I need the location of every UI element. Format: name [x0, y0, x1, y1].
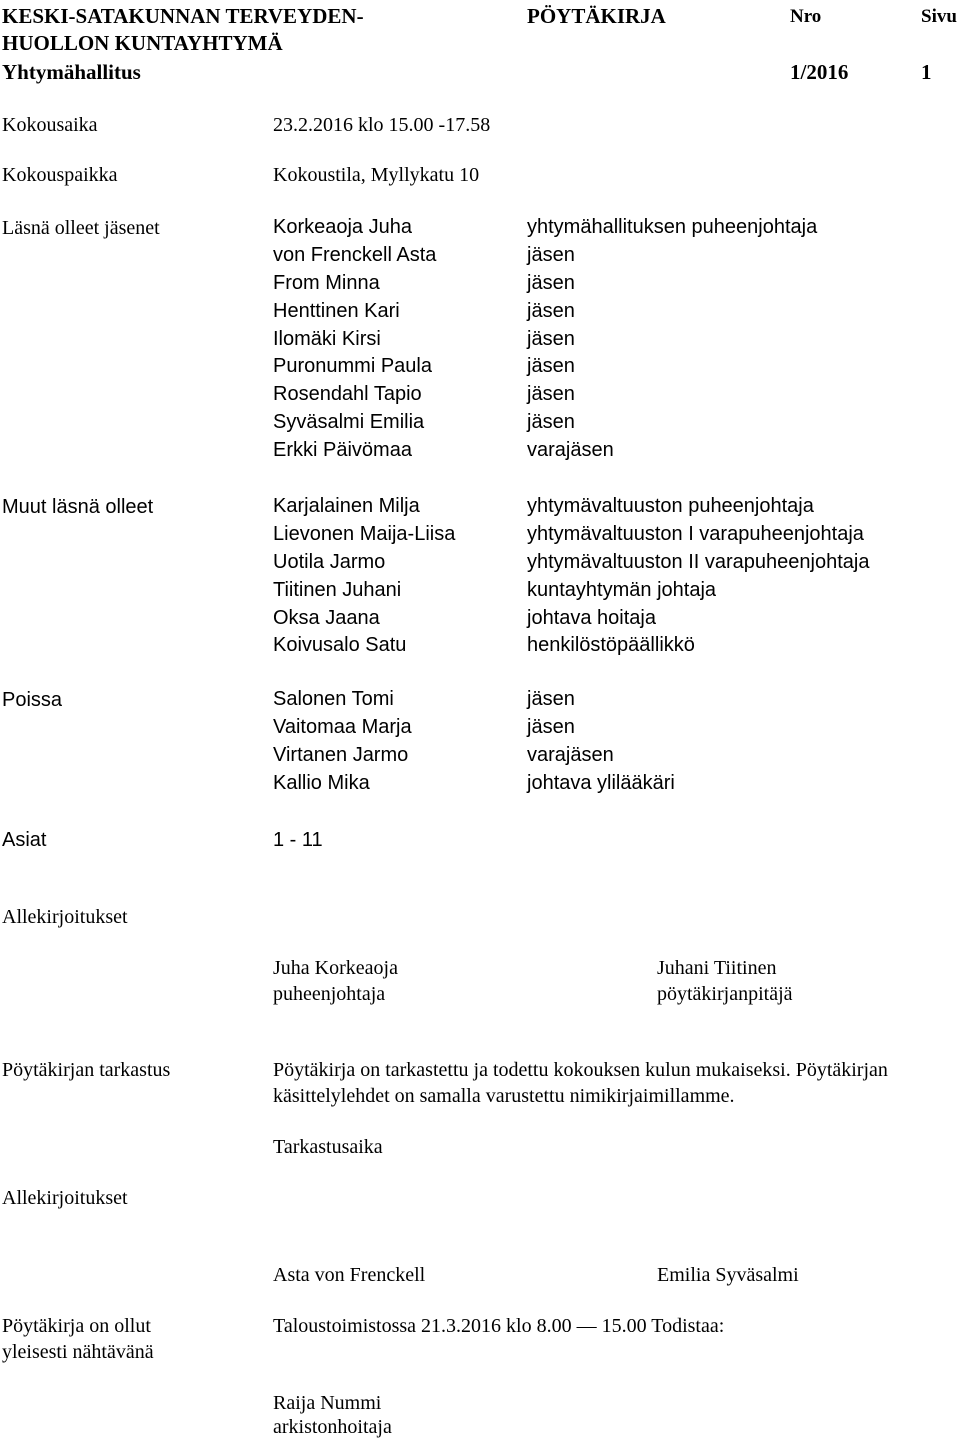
absent-name: Kallio Mika: [273, 771, 370, 794]
member-role: yhtymähallituksen puheenjohtaja: [527, 216, 818, 238]
member-name: Syväsalmi Emilia: [273, 411, 425, 434]
items-value: 1 - 11: [273, 829, 323, 851]
person-name: Lievonen Maija-Liisa: [273, 522, 456, 545]
signature-left-name: Juha Korkeaoja: [273, 957, 398, 979]
member-role: varajäsen: [527, 439, 614, 462]
absent-name: Vaitomaa Marja: [273, 715, 412, 738]
public-display-label-line1: Pöytäkirja on ollut: [2, 1315, 151, 1337]
member-name: Henttinen Kari: [273, 299, 400, 322]
member-name: Ilomäki Kirsi: [273, 327, 381, 350]
others-present-names: [273, 493, 455, 660]
person-role: johtava hoitaja: [527, 606, 656, 629]
member-role: jäsen: [527, 243, 575, 266]
absent-role: varajäsen: [527, 743, 614, 766]
member-role: jäsen: [527, 299, 575, 322]
member-name: From Minna: [273, 271, 380, 294]
review-text-line2: käsittelylehdet on samalla varustettu nimikirjaimillamme.: [273, 1085, 735, 1107]
member-role: jäsen: [527, 271, 575, 294]
body-name: Yhtymähallitus: [2, 60, 141, 84]
signature-left-title: puheenjohtaja: [273, 983, 386, 1005]
person-name: Uotila Jarmo: [273, 550, 386, 573]
person-name: Koivusalo Satu: [273, 634, 407, 657]
member-name: Erkki Päivömaa: [273, 439, 412, 462]
member-name: Korkeaoja Juha: [273, 216, 412, 238]
public-display-label-line2: yleisesti nähtävänä: [2, 1341, 154, 1363]
absent-label: Poissa: [2, 689, 63, 711]
meeting-place-value: Kokoustila, Myllykatu 10: [273, 164, 480, 186]
nro-label: Nro: [790, 6, 822, 27]
absent-role: jäsen: [527, 688, 575, 710]
archivist-title: arkistonhoitaja: [273, 1416, 392, 1438]
nro-value: 1/2016: [790, 60, 849, 84]
absent-roles: [527, 686, 675, 798]
person-role: kuntayhtymän johtaja: [527, 578, 717, 601]
member-name: von Frenckell Asta: [273, 243, 437, 266]
present-members-roles: [527, 214, 817, 465]
member-name: Puronummi Paula: [273, 355, 432, 378]
review-time-label: Tarkastusaika: [273, 1136, 383, 1158]
person-role: henkilöstöpäällikkö: [527, 634, 695, 657]
review-text-line1: Pöytäkirja on tarkastettu ja todettu kokouksen kulun mukaiseksi. Pöytäkirjan: [273, 1059, 888, 1081]
present-members-names: [273, 214, 436, 465]
member-role: jäsen: [527, 327, 575, 350]
review-signatures-label: Allekirjoitukset: [2, 1187, 128, 1209]
sivu-value: 1: [921, 60, 932, 84]
present-members-label: Läsnä olleet jäsenet: [2, 217, 160, 239]
member-role: jäsen: [527, 355, 575, 378]
signature-right-title: pöytäkirjanpitäjä: [657, 983, 793, 1005]
absent-name: Virtanen Jarmo: [273, 743, 409, 766]
items-label: Asiat: [2, 829, 47, 851]
org-name-line1: KESKI-SATAKUNNAN TERVEYDEN-: [2, 4, 364, 28]
sivu-label: Sivu: [921, 6, 957, 27]
person-role: yhtymävaltuuston puheenjohtaja: [527, 495, 814, 517]
absent-name: Salonen Tomi: [273, 688, 394, 710]
person-role: yhtymävaltuuston II varapuheenjohtaja: [527, 550, 870, 573]
absent-role: johtava ylilääkäri: [527, 771, 675, 794]
member-name: Rosendahl Tapio: [273, 383, 422, 406]
public-display-value: Taloustoimistossa 21.3.2016 klo 8.00 — 15.00 Todistaa:: [273, 1315, 725, 1337]
member-role: jäsen: [527, 411, 575, 434]
review-signature-right-name: Emilia Syväsalmi: [657, 1264, 799, 1286]
org-name-line2: HUOLLON KUNTAYHTYMÄ: [2, 31, 283, 55]
review-signature-left-name: Asta von Frenckell: [273, 1264, 426, 1286]
person-name: Karjalainen Milja: [273, 495, 420, 517]
meeting-time-value: 23.2.2016 klo 15.00 -17.58: [273, 114, 491, 136]
review-label: Pöytäkirjan tarkastus: [2, 1059, 171, 1081]
member-role: jäsen: [527, 383, 575, 406]
document-type: PÖYTÄKIRJA: [527, 4, 666, 28]
others-present-roles: [527, 493, 869, 660]
meeting-place-label: Kokouspaikka: [2, 164, 118, 186]
archivist-name: Raija Nummi: [273, 1392, 382, 1414]
absent-names: [273, 686, 412, 798]
others-present-label: Muut läsnä olleet: [2, 496, 154, 518]
person-name: Tiitinen Juhani: [273, 578, 402, 601]
signature-right-name: Juhani Tiitinen: [657, 957, 777, 979]
signatures-label: Allekirjoitukset: [2, 906, 128, 928]
person-role: yhtymävaltuuston I varapuheenjohtaja: [527, 522, 864, 545]
person-name: Oksa Jaana: [273, 606, 380, 629]
meeting-time-label: Kokousaika: [2, 114, 98, 136]
absent-role: jäsen: [527, 715, 575, 738]
